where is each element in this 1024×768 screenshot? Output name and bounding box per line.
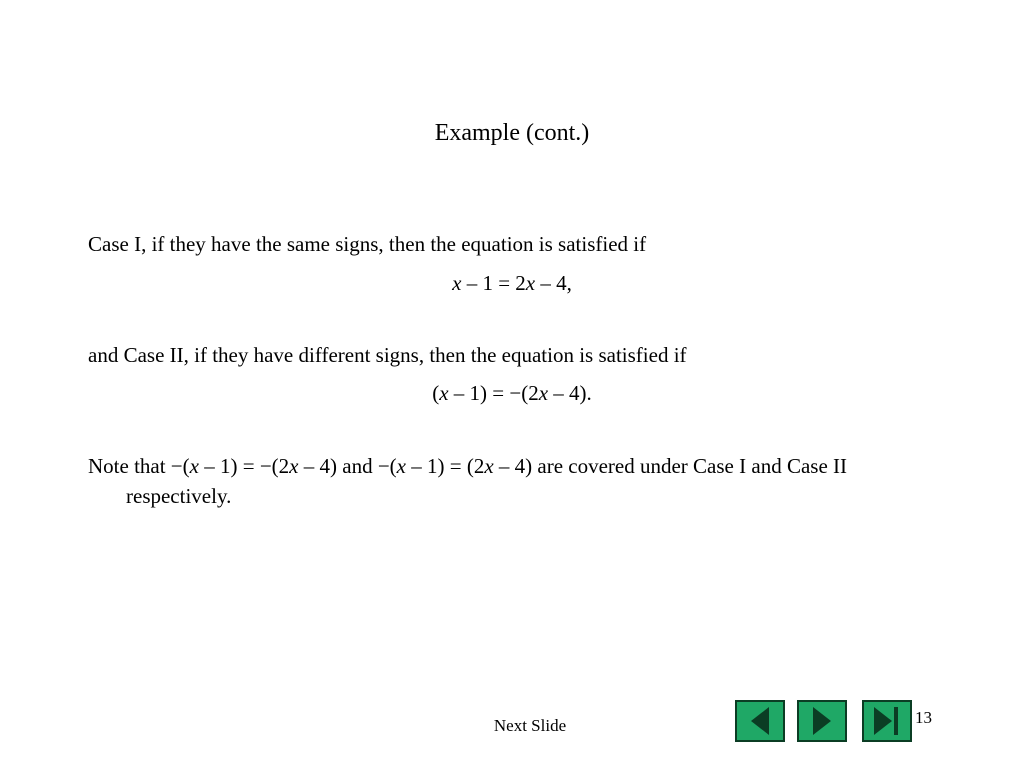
next-slide-link[interactable]: Next Slide: [493, 716, 567, 735]
last-slide-button[interactable]: [862, 700, 912, 742]
previous-slide-button[interactable]: [735, 700, 785, 742]
page-number: 13: [915, 708, 932, 727]
case-one-equation: x – 1 = 2x – 4,: [452, 271, 572, 295]
case-one-text: Case I, if they have the same signs, then the equation is satisfied if: [88, 232, 647, 256]
note-text: Note that −(x – 1) = −(2x – 4) and −(x – 1) = (2x – 4) are covered under Case I and Case II respectively.: [88, 454, 847, 508]
next-slide-icon: [799, 702, 845, 740]
previous-slide-icon: [737, 702, 783, 740]
case-two-equation: (x – 1) = −(2x – 4).: [432, 381, 592, 405]
case-two-text: and Case II, if they have different signs, then the equation is satisfied if: [88, 343, 687, 367]
next-slide-button[interactable]: [797, 700, 847, 742]
last-slide-icon: [864, 702, 910, 740]
slide-title: Example (cont.): [434, 120, 590, 146]
